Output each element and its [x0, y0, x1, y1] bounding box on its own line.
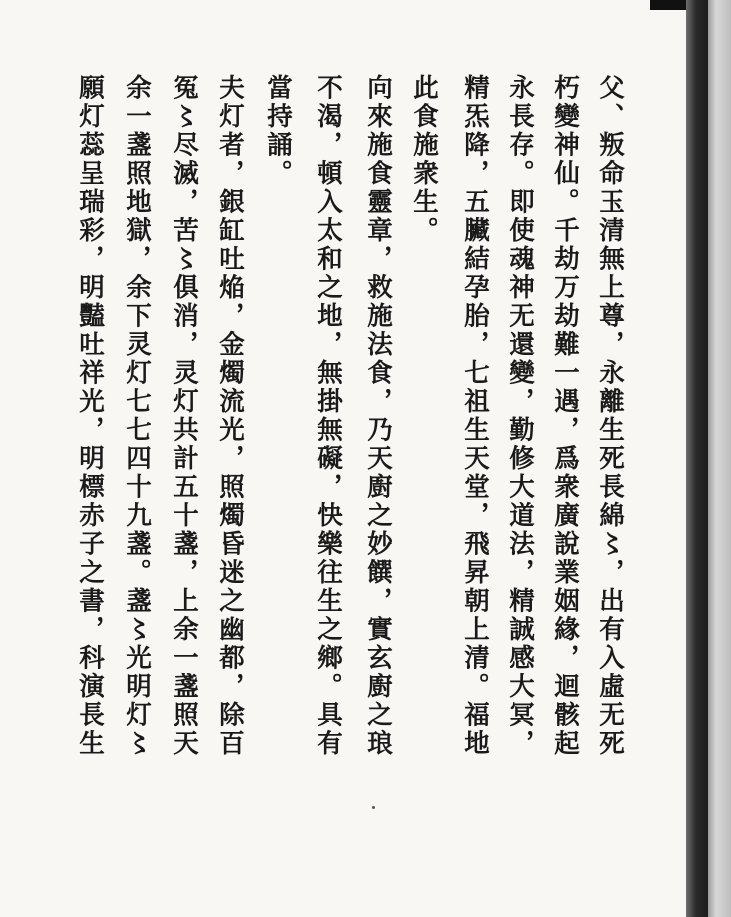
text-column-6: 向來施食靈章，救施法食，乃天廚之妙饌，實玄廚之琅: [363, 74, 393, 758]
text-column-1: 父、叛命玉清無上尊，永離生死長綿〻，出有入虛无死: [595, 74, 625, 758]
ink-speck: [372, 806, 375, 809]
text-column-3: 永長存。即使魂神无還變，勤修大道法，精誠感大冥，: [505, 74, 535, 758]
text-column-10: 冤〻尽滅，苦〻俱消，灵灯共計五十盞，上余一盞照天: [169, 74, 199, 758]
text-column-4: 精炁降，五臟結孕胎，七祖生天堂，飛昇朝上清。福地: [460, 74, 490, 758]
text-column-9: 夫灯者，銀缸吐焔，金燭流光，照燭昏迷之幽都，除百: [215, 74, 245, 758]
text-column-7: 不渴，頓入太和之地，無掛無礙，快樂往生之鄉。具有: [313, 74, 343, 758]
book-spine-edge: [708, 0, 731, 917]
text-column-12: 願灯蕊呈瑞彩，明豔吐祥光，明標赤子之書，科演長生: [75, 74, 105, 758]
text-column-5: 此食施衆生。: [409, 74, 439, 245]
text-column-8: 當持誦。: [263, 74, 293, 188]
text-column-2: 朽變神仙。千劫万劫難一遇，爲衆廣說業姻緣，迴骸起: [550, 74, 580, 758]
book-spine-shadow: [686, 0, 708, 917]
text-column-11: 余一盞照地獄，余下灵灯七七四十九盞。盞〻光明灯〻: [122, 74, 152, 758]
